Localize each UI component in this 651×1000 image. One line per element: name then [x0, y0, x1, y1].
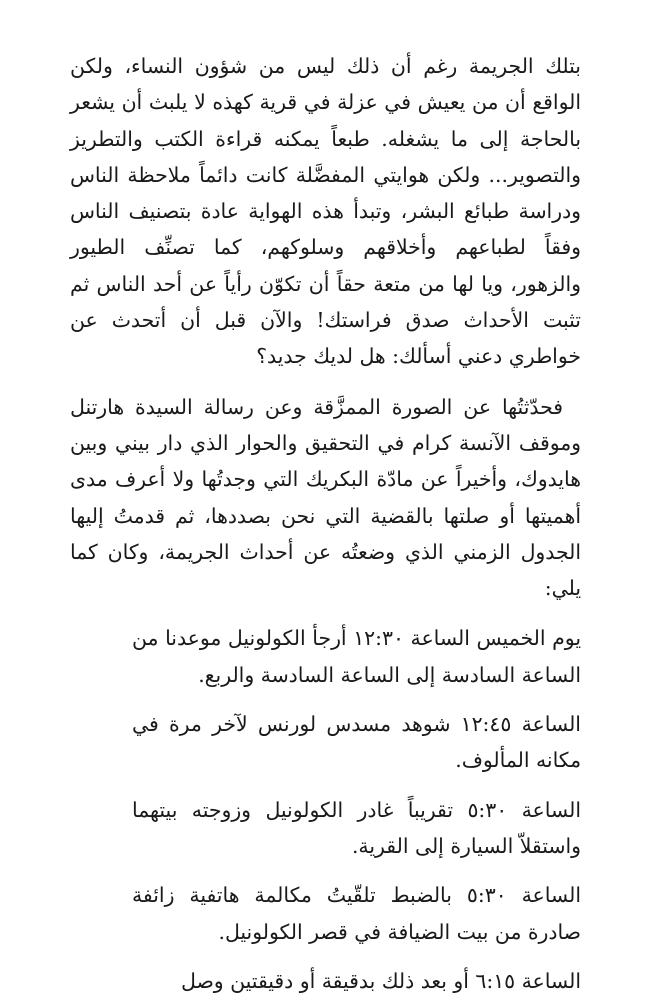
paragraph-report: فحدّثتُها عن الصورة الممزَّقة وعن رسالة السيدة هارتنل وموقف الآنسة كرام في التحقيق والحوار الذي دار بيني وبين هايدوك، وأخيراً عن مادّة البكريك التي وجدتُها ولا أعرف مدى أهميتها أو صلتها بالقضية التي نحن بصددها، ثم قدمتُ إليها الجدول الزمني الذي وضعتُه عن أحداث الجريمة، وكان كما يلي:: [70, 394, 581, 601]
paragraph-hobby: بتلك الجريمة رغم أن ذلك ليس من شؤون النساء، ولكن الواقع أن من يعيش في عزلة في قرية كهذه لا يلبث أن يشعر بالحاجة إلى ما يشغله. طبعاً يمكنه قراءة الكتب والتطريز والتصوير... ولكن هوايتي المفضَّلة كانت دائماً ملاحظة الناس ودراسة طبائع البشر، وتبدأ هذه الهواية عادة بتصنيف الناس وفقاً لطباعهم وأخلاقهم وسلوكهم، كما تصنِّف الطيور والزهور، ويا لها من متعة حقاً أن تكوّن رأياً عن أحد الناس ثم تثبت الأحداث صدق فراستك! والآن قبل أن أتحدث عن خواطري دعني أسألك: هل لديك جديد؟: [70, 54, 581, 369]
timeline-list: [70, 620, 581, 999]
timeline-entry: الساعة ٥:٣٠ بالضبط تلقّيتُ مكالمة هاتفية زائفة صادرة من بيت الضيافة في قصر الكولونيل.: [132, 883, 581, 944]
timeline-entry: يوم الخميس الساعة ١٢:٣٠ أرجأ الكولونيل موعدنا من الساعة السادسة إلى الساعة السادسة والربع.: [132, 626, 581, 687]
timeline-entry: الساعة ١٢:٤٥ شوهد مسدس لورنس لآخر مرة في مكانه المألوف.: [132, 712, 581, 773]
timeline-entry: الساعة ٦:١٥ أو بعد ذلك بدقيقة أو دقيقتين وصل: [181, 968, 581, 993]
timeline-entry: الساعة ٥:٣٠ تقريباً غادر الكولونيل وزوجته بيتهما واستقلاّ السيارة إلى القرية.: [132, 797, 581, 858]
book-page: [70, 48, 581, 999]
